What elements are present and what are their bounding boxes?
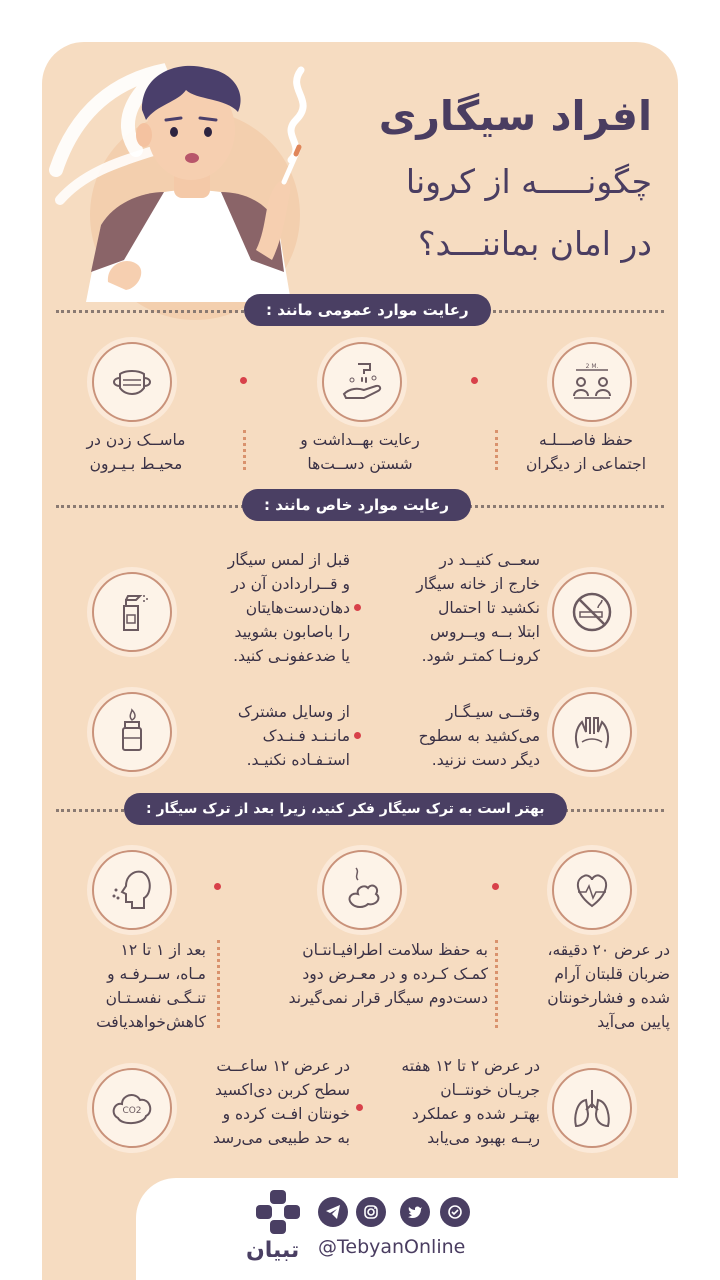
separator-dot <box>214 883 221 890</box>
quit-item-heart-text: در عرض ۲۰ دقیقه، ضربان قلبتان آرام شده و فشارخونتان پایین می‌آید <box>547 941 670 1031</box>
footer-panel <box>136 1178 720 1280</box>
icon-circle-heart <box>552 850 632 930</box>
instagram-icon <box>363 1204 379 1220</box>
separator-line <box>495 430 498 470</box>
co2-icon <box>108 1084 156 1132</box>
icon-circle-cough <box>92 850 172 930</box>
icon-circle-lighter <box>92 692 172 772</box>
page-subtitle-line2: در امان بماننـــد؟ <box>417 224 652 263</box>
separator-dot <box>354 604 361 611</box>
social-distance-icon <box>568 358 616 406</box>
separator-dot <box>354 732 361 739</box>
social-telegram-button[interactable] <box>318 1197 348 1227</box>
special-item-no-smoking-text: سعــی کنیــد در خارج از خانه سیگار نکشید تا احتمال ابتلا بــه ویــروس کرونــا کمتـر شود. <box>416 551 540 665</box>
special-item-surfaces-text: وقتــی سیـگـار می‌کشید به سطوح دیگر دست نزنید. <box>418 703 540 769</box>
separator-line <box>217 940 220 1028</box>
hands-icon <box>568 708 616 756</box>
spray-bottle-icon <box>108 588 156 636</box>
whatsapp-icon <box>447 1204 463 1220</box>
special-item-wash-text: قبل از لمس سیگار و قــراردادن آن در دهان‌دست‌هایتان را باصابون بشویید یا ضدعفونـی کنید. <box>227 551 350 665</box>
quit-item-smoke-text: به حفظ سلامت اطرافیـانتـان کمـک کـرده و در معـرض دود دست‌دوم سیگار قرار نمی‌گیرند <box>288 941 488 1007</box>
heart-icon <box>568 866 616 914</box>
section-label-general: رعایت موارد عمومی مانند : <box>244 294 491 326</box>
lungs-icon <box>568 1084 616 1132</box>
tebyan-logo-icon <box>254 1188 302 1236</box>
icon-circle-smoke <box>322 850 402 930</box>
icon-circle-no-smoking <box>552 572 632 652</box>
icon-circle-distance <box>552 342 632 422</box>
telegram-icon <box>325 1204 341 1220</box>
general-item-distance-text: حفظ فاصـــلـه اجتماعی از دیگران <box>525 431 647 473</box>
quit-item-lungs-text: در عرض ۲ تا ۱۲ هفته جریـان خونتــان بهتـر شده و عملکرد ریــه بهبود می‌یابد <box>401 1057 540 1147</box>
separator-line <box>243 430 246 470</box>
icon-circle-hands <box>552 692 632 772</box>
separator-dot <box>356 1104 363 1111</box>
separator-line <box>495 940 498 1028</box>
separator-dot <box>240 377 247 384</box>
tebyan-logo-text: تبیان <box>246 1238 300 1263</box>
general-item-mask-text: ماســک زدن در محیـط بـیـرون <box>86 431 186 473</box>
icon-circle-spray <box>92 572 172 652</box>
social-instagram-button[interactable] <box>356 1197 386 1227</box>
separator-dot <box>471 377 478 384</box>
lighter-icon <box>108 708 156 756</box>
section-label-special: رعایت موارد خاص مانند : <box>242 489 471 521</box>
social-whatsapp-button[interactable] <box>440 1197 470 1227</box>
quit-item-co2-text: در عرض ۱۲ ساعــت سطح کربن دی‌اکسید خونتان افـت کرده و به حد طبیعی می‌رسد <box>212 1057 350 1147</box>
page-subtitle-line1: چگونـــــه از کرونا <box>405 162 652 201</box>
svg-text:CO2: CO2 <box>122 1106 142 1116</box>
hand-washing-icon <box>338 358 386 406</box>
special-item-shared-text: از وسایل مشترک مانـنـد فـنـدک استـفـاده نکنیـد. <box>237 703 350 769</box>
face-mask-icon <box>108 358 156 406</box>
icon-circle-mask <box>92 342 172 422</box>
general-item-handwash-text: رعایت بهــداشت و شستن دســت‌ها <box>300 431 420 473</box>
smoking-man-illustration <box>46 50 346 302</box>
section-label-quit: بهتر است به ترک سیگار فکر کنید، زیرا بعد از ترک سیگار : <box>124 793 567 825</box>
svg-text:2 M.: 2 M. <box>585 363 599 370</box>
separator-dot <box>492 883 499 890</box>
icon-circle-lungs <box>552 1068 632 1148</box>
icon-circle-handwash <box>322 342 402 422</box>
social-twitter-button[interactable] <box>400 1197 430 1227</box>
page-title: افراد سیگاری <box>378 92 652 140</box>
no-smoking-icon <box>568 588 616 636</box>
quit-item-cough-text: بعد از ۱ تا ۱۲ مـاه، ســرفـه و تنـگـی نفسـتـان کاهش‌خواهدیافت <box>96 941 206 1031</box>
cough-icon <box>108 866 156 914</box>
smoke-icon <box>338 866 386 914</box>
social-handle-link[interactable]: @TebyanOnline <box>318 1236 466 1258</box>
icon-circle-co2 <box>92 1068 172 1148</box>
twitter-icon <box>407 1204 423 1220</box>
